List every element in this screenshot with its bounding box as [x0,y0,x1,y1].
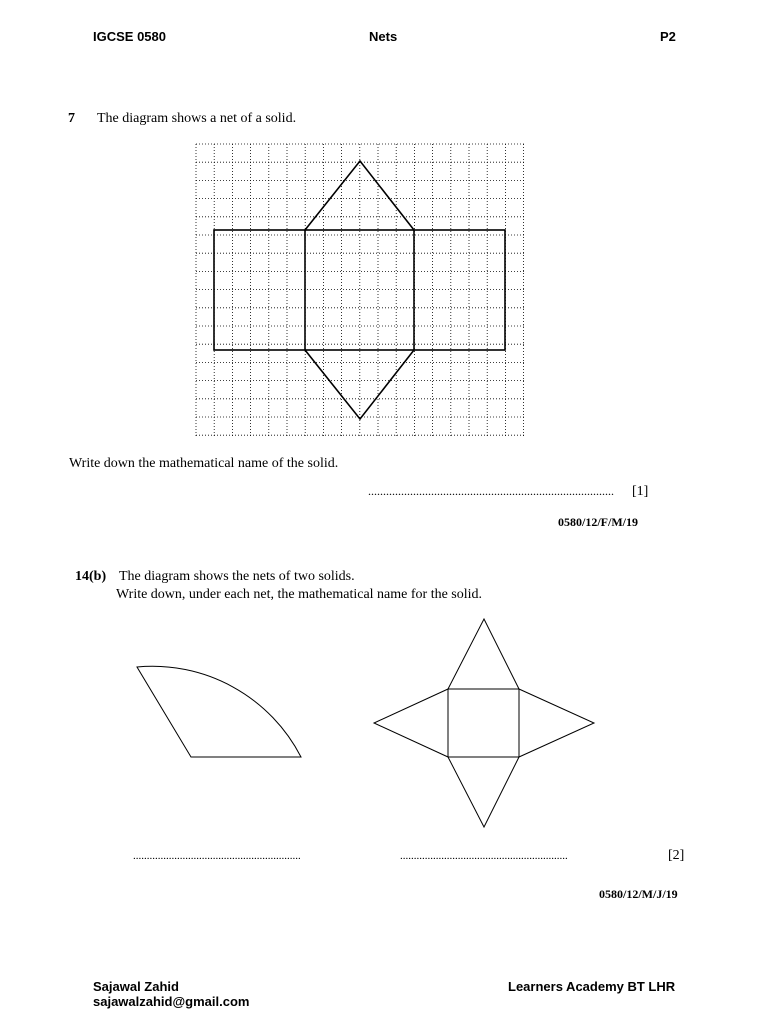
header-paper: P2 [660,29,676,44]
footer-email[interactable]: sajawalzahid@gmail.com [93,994,250,1009]
q14b-instruction: Write down, under each net, the mathematical name for the solid. [116,587,483,602]
header-course-code: IGCSE 0580 [93,29,166,44]
header-topic: Nets [369,29,398,44]
q7-number: 7 [68,111,75,126]
pyramid-triangle-top [448,619,519,689]
pyramid-triangle-right [519,689,594,757]
sector-net [137,666,301,757]
pyramid-triangle-left [374,689,448,757]
pyramid-square-base [448,689,519,757]
q7-answer-line[interactable]: .................................................................................. [368,484,614,498]
footer-author: Sajawal Zahid [93,979,179,994]
q7-prompt: Write down the mathematical name of the solid. [69,456,339,471]
footer-institution: Learners Academy BT LHR [508,979,676,994]
q14b-answer-line-left[interactable]: ............................................................. [133,850,301,862]
q7-marks: [1] [632,484,649,499]
q14b-reference: 0580/12/M/J/19 [599,887,678,901]
q14b-marks: [2] [668,848,685,863]
q7-stem: The diagram shows a net of a solid. [97,111,297,126]
q7-reference: 0580/12/F/M/19 [558,515,638,529]
q14b-number: 14(b) [75,569,107,584]
q14b-answer-line-right[interactable]: ............................................................. [400,850,568,862]
q14b-stem: The diagram shows the nets of two solids. [119,569,355,584]
pyramid-triangle-bottom [448,757,519,827]
